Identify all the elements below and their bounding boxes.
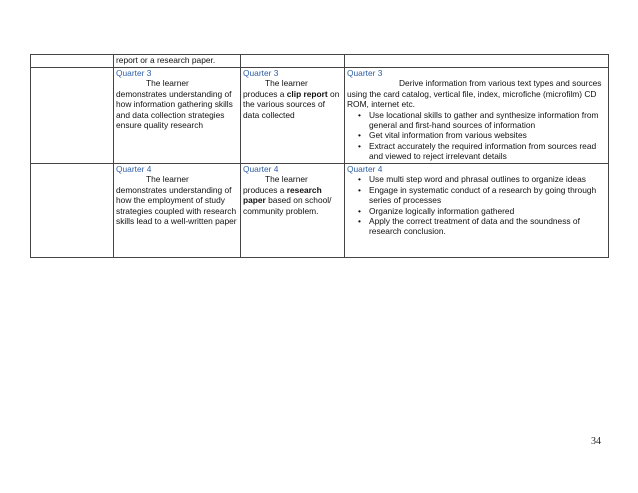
learner-lead: The learner — [265, 78, 308, 89]
table-row — [31, 68, 609, 164]
competency-text: Organize logically information gathered — [369, 205, 515, 216]
list-item — [347, 174, 606, 184]
list-item — [347, 216, 606, 237]
list-item — [347, 206, 606, 216]
competencies-cell — [345, 164, 609, 258]
quarter-label: Quarter 4 — [116, 164, 152, 174]
bullet-icon: • — [358, 174, 361, 185]
performance-text-post: based on school/ community problem. — [243, 195, 332, 216]
content-standard-cell — [114, 68, 241, 164]
competency-text: Apply the correct treatment of data and the soundness of research conclusion. — [369, 216, 580, 237]
competency-text: Get vital information from various websites — [369, 130, 527, 141]
competency-text: Use multi step word and phrasal outlines to organize ideas — [369, 174, 586, 185]
competencies-cell — [345, 55, 609, 68]
bullet-icon: • — [358, 140, 361, 151]
grade-cell — [31, 55, 114, 68]
curriculum-table — [30, 54, 609, 258]
bullet-icon: • — [358, 109, 361, 120]
list-item — [347, 110, 606, 131]
competency-text: Engage in systematic conduct of a research by going through series of processes — [369, 184, 597, 206]
competency-text: Use locational skills to gather and synthesize information from general and first-hand sources of information — [369, 109, 599, 131]
content-standard-text: demonstrates understanding of how information gathering skills and data collection strategies ensure quality research — [116, 88, 233, 131]
performance-text-pre: produces a — [243, 88, 287, 99]
competency-intro: Derive information from various text types and sources using the card catalog, vertical file, index, microfiche (microfilm) CD ROM, internet etc. — [347, 78, 602, 110]
list-item — [347, 130, 606, 140]
bullet-icon: • — [358, 130, 361, 141]
bullet-icon: • — [358, 184, 361, 195]
list-item — [347, 185, 606, 206]
learner-lead: The learner — [146, 174, 189, 185]
competencies-cell — [345, 68, 609, 164]
list-item — [347, 141, 606, 162]
page-number: 34 — [591, 436, 601, 447]
performance-text-pre: produces a — [243, 184, 287, 195]
quarter-label: Quarter 3 — [116, 68, 152, 78]
table-row — [31, 164, 609, 258]
competency-text: Extract accurately the required information from sources read and viewed to reject irrelevant details — [369, 140, 597, 162]
performance-standard-cell — [241, 55, 345, 68]
quarter-label: Quarter 3 — [347, 68, 383, 78]
quarter-label: Quarter 4 — [243, 164, 279, 174]
quarter-label: Quarter 3 — [243, 68, 279, 78]
quarter-label: Quarter 4 — [347, 164, 383, 174]
bullet-icon: • — [358, 216, 361, 227]
performance-standard-cell — [241, 164, 345, 258]
competency-list — [347, 110, 606, 162]
performance-text-post: on the various sources of data collected — [243, 88, 340, 120]
competency-list — [347, 174, 606, 236]
performance-product: research paper — [243, 184, 322, 206]
content-standard-cell — [114, 164, 241, 258]
performance-product: clip report — [286, 88, 328, 99]
grade-cell — [31, 68, 114, 164]
learner-lead: The learner — [265, 174, 308, 185]
bullet-icon: • — [358, 205, 361, 216]
learner-lead: The learner — [146, 78, 189, 89]
table-row — [31, 55, 609, 68]
performance-standard-cell — [241, 68, 345, 164]
grade-cell — [31, 164, 114, 258]
content-standard-text: report or a research paper. — [116, 55, 216, 65]
content-standard-cell — [114, 55, 241, 68]
content-standard-text: demonstrates understanding of how the employment of study strategies coupled with research skills lead to a well-written paper — [116, 184, 237, 227]
